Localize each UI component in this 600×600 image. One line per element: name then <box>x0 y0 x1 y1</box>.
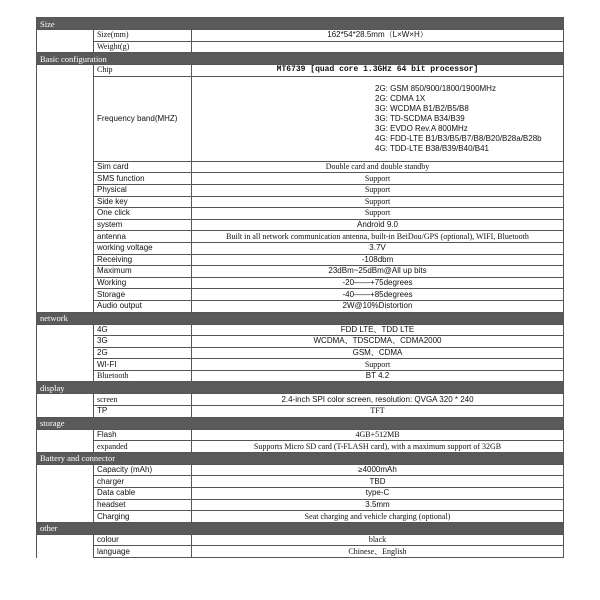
row-spacer <box>37 370 94 382</box>
spec-label: Side key <box>94 196 192 208</box>
row-spacer <box>37 76 94 161</box>
spec-label: One click <box>94 208 192 220</box>
row-spacer <box>37 359 94 371</box>
spec-label: Storage <box>94 289 192 301</box>
spec-value: GSM、CDMA <box>192 347 564 359</box>
spec-value: 162*54*28.5mm（L×W×H） <box>192 30 564 42</box>
section-title: Size <box>37 18 564 30</box>
row-spacer <box>37 441 94 453</box>
section-title: Battery and connector <box>37 452 564 464</box>
spec-row <box>37 30 564 42</box>
spec-value: FDD LTE、TDD LTE <box>192 324 564 336</box>
spec-label: Size(mm) <box>94 30 192 42</box>
spec-value: type-C <box>192 488 564 500</box>
spec-value: Support <box>192 173 564 185</box>
frequency-band-line: 4G: TDD-LTE B38/B39/B40/B41 <box>375 143 489 153</box>
frequency-band-line: 3G: WCDMA B1/B2/B5/B8 <box>375 103 469 113</box>
row-spacer <box>37 219 94 231</box>
spec-label: Frequency band(MHZ) <box>94 76 192 161</box>
row-spacer <box>37 254 94 266</box>
section-title: Basic configuration <box>37 53 564 65</box>
spec-value: WCDMA、TDSCDMA、CDMA2000 <box>192 336 564 348</box>
row-spacer <box>37 208 94 220</box>
row-spacer <box>37 231 94 243</box>
row-spacer <box>37 30 94 42</box>
spec-table <box>36 17 564 558</box>
spec-label: TP <box>94 406 192 418</box>
spec-value: 4GB+512MB <box>192 429 564 441</box>
section-header <box>37 417 564 429</box>
spec-row <box>37 546 564 558</box>
spec-row <box>37 173 564 185</box>
spec-row <box>37 266 564 278</box>
section-header <box>37 452 564 464</box>
spec-row <box>37 464 564 476</box>
spec-value: 2W@10%Distortion <box>192 300 564 312</box>
spec-value: BT 4.2 <box>192 370 564 382</box>
section-header <box>37 522 564 534</box>
frequency-band-list <box>192 76 564 161</box>
spec-row <box>37 184 564 196</box>
spec-value: Android 9.0 <box>192 219 564 231</box>
spec-label: colour <box>94 534 192 546</box>
frequency-band-line: 2G: CDMA 1X <box>375 93 426 103</box>
frequency-band-line: 3G: TD-SCDMA B34/B39 <box>375 113 465 123</box>
spec-row <box>37 488 564 500</box>
row-spacer <box>37 184 94 196</box>
spec-value: Built in all network communication antenna, built-in BeiDou/GPS (optional), WIFI, Bluetooth <box>192 231 564 243</box>
spec-row <box>37 208 564 220</box>
spec-row <box>37 534 564 546</box>
row-spacer <box>37 499 94 511</box>
row-spacer <box>37 65 94 77</box>
spec-label: Audio output <box>94 300 192 312</box>
spec-value: ≥4000mAh <box>192 464 564 476</box>
row-spacer <box>37 336 94 348</box>
spec-row <box>37 429 564 441</box>
row-spacer <box>37 173 94 185</box>
spec-value: 3.5mm <box>192 499 564 511</box>
spec-row <box>37 65 564 77</box>
spec-row <box>37 300 564 312</box>
spec-label: antenna <box>94 231 192 243</box>
spec-label: 4G <box>94 324 192 336</box>
spec-row <box>37 336 564 348</box>
spec-row <box>37 511 564 523</box>
row-spacer <box>37 289 94 301</box>
spec-row <box>37 242 564 254</box>
spec-row <box>37 196 564 208</box>
section-title: storage <box>37 417 564 429</box>
section-header <box>37 312 564 324</box>
spec-row <box>37 499 564 511</box>
spec-row <box>37 359 564 371</box>
spec-label: 2G <box>94 347 192 359</box>
row-spacer <box>37 546 94 558</box>
spec-row <box>37 394 564 406</box>
spec-value: Support <box>192 359 564 371</box>
spec-value: Support <box>192 196 564 208</box>
spec-row <box>37 277 564 289</box>
spec-value: -20——+75degrees <box>192 277 564 289</box>
spec-label: 3G <box>94 336 192 348</box>
row-spacer <box>37 300 94 312</box>
spec-label: Charging <box>94 511 192 523</box>
row-spacer <box>37 266 94 278</box>
spec-row <box>37 41 564 53</box>
spec-value: TFT <box>192 406 564 418</box>
spec-label: Maximum <box>94 266 192 278</box>
spec-row <box>37 254 564 266</box>
spec-label: Weight(g) <box>94 41 192 53</box>
row-spacer <box>37 476 94 488</box>
spec-value: 23dBm~25dBm@All up bits <box>192 266 564 278</box>
section-header <box>37 18 564 30</box>
section-header <box>37 382 564 394</box>
spec-value: black <box>192 534 564 546</box>
spec-label: headset <box>94 499 192 511</box>
spec-row <box>37 231 564 243</box>
spec-label: Chip <box>94 65 192 77</box>
spec-label: WI-FI <box>94 359 192 371</box>
spec-label: Sim card <box>94 161 192 173</box>
spec-value: -40——+85degrees <box>192 289 564 301</box>
section-title: network <box>37 312 564 324</box>
spec-value <box>192 41 564 53</box>
row-spacer <box>37 161 94 173</box>
spec-value: Support <box>192 208 564 220</box>
row-spacer <box>37 394 94 406</box>
section-header <box>37 53 564 65</box>
spec-label: Receiving <box>94 254 192 266</box>
row-spacer <box>37 429 94 441</box>
spec-table-body <box>37 18 564 558</box>
spec-label: SMS function <box>94 173 192 185</box>
row-spacer <box>37 196 94 208</box>
spec-label: screen <box>94 394 192 406</box>
frequency-band-line: 4G: FDD-LTE B1/B3/B5/B7/B8/B20/B28a/B28b <box>375 133 542 143</box>
spec-value: Double card and double standby <box>192 161 564 173</box>
spec-row <box>37 476 564 488</box>
spec-value: Seat charging and vehicle charging (optional) <box>192 511 564 523</box>
spec-row <box>37 324 564 336</box>
spec-row <box>37 289 564 301</box>
spec-row <box>37 76 564 161</box>
row-spacer <box>37 242 94 254</box>
row-spacer <box>37 464 94 476</box>
spec-value: 2.4-inch SPI color screen, resolution: QVGA 320 * 240 <box>192 394 564 406</box>
spec-row <box>37 441 564 453</box>
spec-row <box>37 406 564 418</box>
spec-label: language <box>94 546 192 558</box>
row-spacer <box>37 41 94 53</box>
spec-row <box>37 219 564 231</box>
spec-label: Flash <box>94 429 192 441</box>
spec-label: expanded <box>94 441 192 453</box>
spec-label: Physical <box>94 184 192 196</box>
spec-value: Supports Micro SD card (T-FLASH card), with a maximum support of 32GB <box>192 441 564 453</box>
row-spacer <box>37 347 94 359</box>
spec-value: MT6739 [quad core 1.3GHz 64 bit processor] <box>192 65 564 77</box>
spec-label: Working <box>94 277 192 289</box>
section-title: display <box>37 382 564 394</box>
spec-label: working voltage <box>94 242 192 254</box>
frequency-band-line: 2G: GSM 850/900/1800/1900MHz <box>375 83 496 93</box>
row-spacer <box>37 277 94 289</box>
spec-row <box>37 370 564 382</box>
row-spacer <box>37 406 94 418</box>
spec-label: Data cable <box>94 488 192 500</box>
row-spacer <box>37 511 94 523</box>
spec-label: Capacity (mAh) <box>94 464 192 476</box>
spec-value: TBD <box>192 476 564 488</box>
row-spacer <box>37 534 94 546</box>
row-spacer <box>37 324 94 336</box>
spec-value: -108dbm <box>192 254 564 266</box>
spec-value: 3.7V <box>192 242 564 254</box>
spec-label: Bluetooth <box>94 370 192 382</box>
spec-value: Support <box>192 184 564 196</box>
spec-value: Chinese、English <box>192 546 564 558</box>
spec-row <box>37 347 564 359</box>
spec-label: charger <box>94 476 192 488</box>
frequency-band-line: 3G: EVDO Rev.A 800MHz <box>375 123 468 133</box>
section-title: other <box>37 522 564 534</box>
spec-row <box>37 161 564 173</box>
row-spacer <box>37 488 94 500</box>
spec-label: system <box>94 219 192 231</box>
